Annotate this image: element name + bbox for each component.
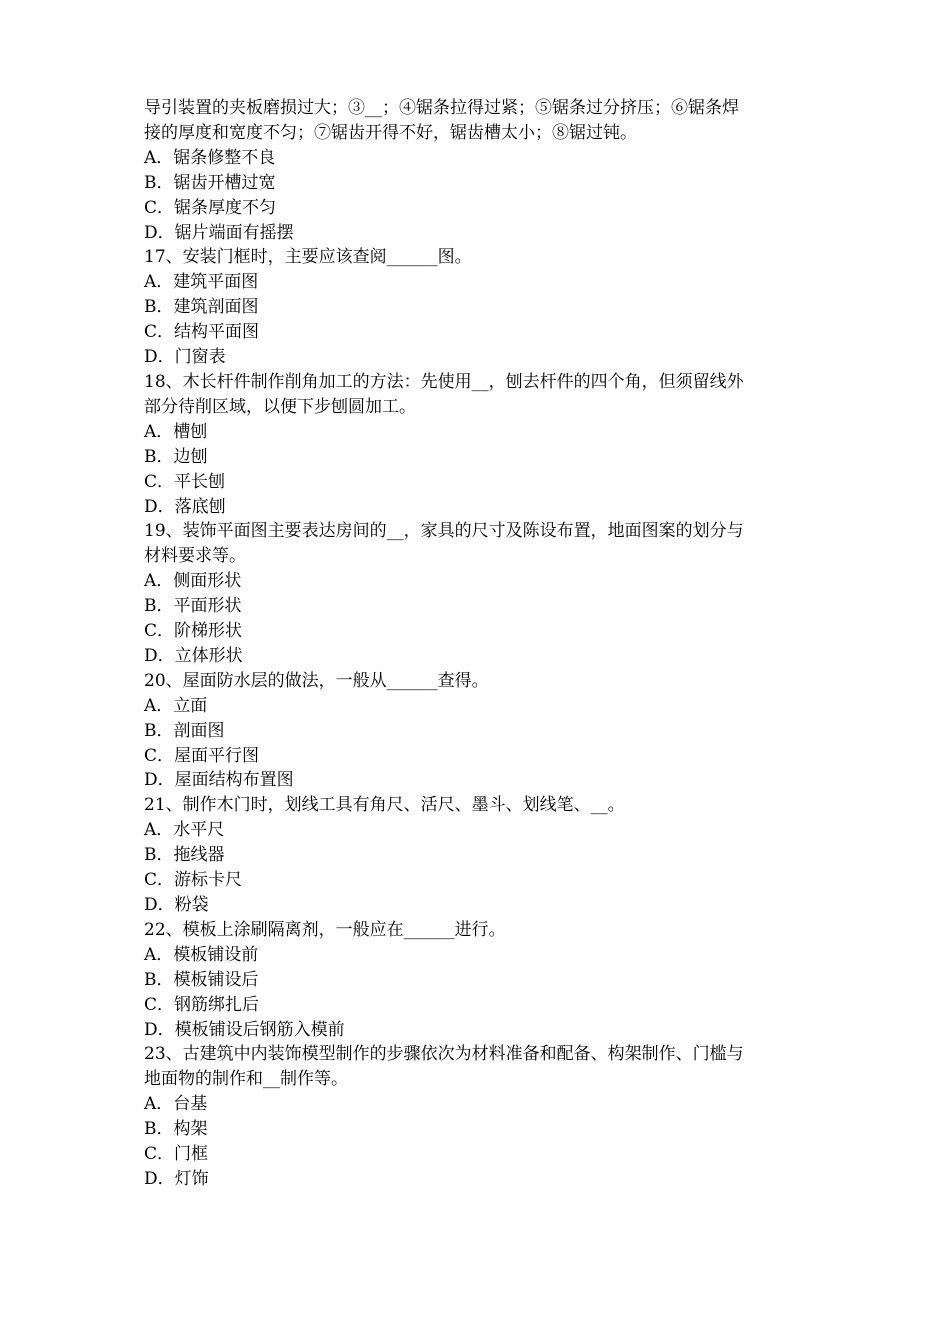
text-line: A．侧面形状 <box>144 571 242 592</box>
text-line: D．模板铺设后钢筋入模前 <box>144 1019 345 1040</box>
text-line: A．锯条修整不良 <box>144 147 276 168</box>
text-line: D．屋面结构布置图 <box>144 770 294 791</box>
text-line: D．灯饰 <box>144 1168 209 1189</box>
text-line: C．锯条厚度不匀 <box>144 197 277 218</box>
text-line: C．平长刨 <box>144 471 226 492</box>
text-line: B．模板铺设后 <box>144 969 259 990</box>
text-line: 23、古建筑中内装饰模型制作的步骤依次为材料准备和配备、构架制作、门槛与 <box>144 1044 744 1065</box>
text-line: A．水平尺 <box>144 820 225 841</box>
text-line: C．阶梯形状 <box>144 621 243 642</box>
text-line: 导引装置的夹板磨损过大；③__；④锯条拉得过紧；⑤锯条过分挤压；⑥锯条焊 <box>144 98 739 118</box>
text-line: C．门框 <box>144 1144 209 1165</box>
text-line: C．钢筋绑扎后 <box>144 994 260 1015</box>
text-line: C．屋面平行图 <box>144 745 260 766</box>
text-line: C．游标卡尺 <box>144 870 243 891</box>
text-line: 地面物的制作和__制作等。 <box>144 1069 348 1090</box>
text-line: B．边刨 <box>144 446 208 467</box>
text-line: B．锯齿开槽过宽 <box>144 172 276 193</box>
text-line: B．拖线器 <box>144 845 225 866</box>
text-line: 21、制作木门时，划线工具有角尺、活尺、墨斗、划线笔、__。 <box>144 795 625 816</box>
text-line: D．粉袋 <box>144 895 209 915</box>
text-line: D．落底刨 <box>144 496 226 517</box>
text-line: A．台基 <box>144 1094 208 1115</box>
text-line: D．门窗表 <box>144 347 226 368</box>
text-line: 18、木长杆件制作削角加工的方法：先使用__，刨去杆件的四个角，但须留线外 <box>144 371 744 392</box>
text-line: 接的厚度和宽度不匀；⑦锯齿开得不好，锯齿槽太小；⑧锯过钝。 <box>144 122 637 143</box>
text-line: 19、装饰平面图主要表达房间的__，家具的尺寸及陈设布置，地面图案的划分与 <box>144 521 744 542</box>
text-line: 22、模板上涂刷隔离剂，一般应在______进行。 <box>144 919 506 940</box>
text-line: 20、屋面防水层的做法，一般从______查得。 <box>144 670 489 691</box>
text-line: D．立体形状 <box>144 645 243 666</box>
text-line: B．构架 <box>144 1119 208 1140</box>
text-line: A．建筑平面图 <box>144 272 259 293</box>
text-line: 17、安装门框时，主要应该查阅______图。 <box>144 247 472 268</box>
text-line: 部分待削区域，以便下步刨圆加工。 <box>144 396 416 417</box>
text-line: A．立面 <box>144 695 208 716</box>
text-line: B．剖面图 <box>144 720 225 741</box>
text-line: A．槽刨 <box>144 421 208 442</box>
text-line: C．结构平面图 <box>144 322 260 343</box>
document-page <box>144 96 816 1192</box>
text-line: B．平面形状 <box>144 596 242 617</box>
text-line: A．模板铺设前 <box>144 944 259 965</box>
text-line: 材料要求等。 <box>144 546 246 567</box>
text-line: D．锯片端面有摇摆 <box>144 222 294 243</box>
text-line: B．建筑剖面图 <box>144 297 259 318</box>
